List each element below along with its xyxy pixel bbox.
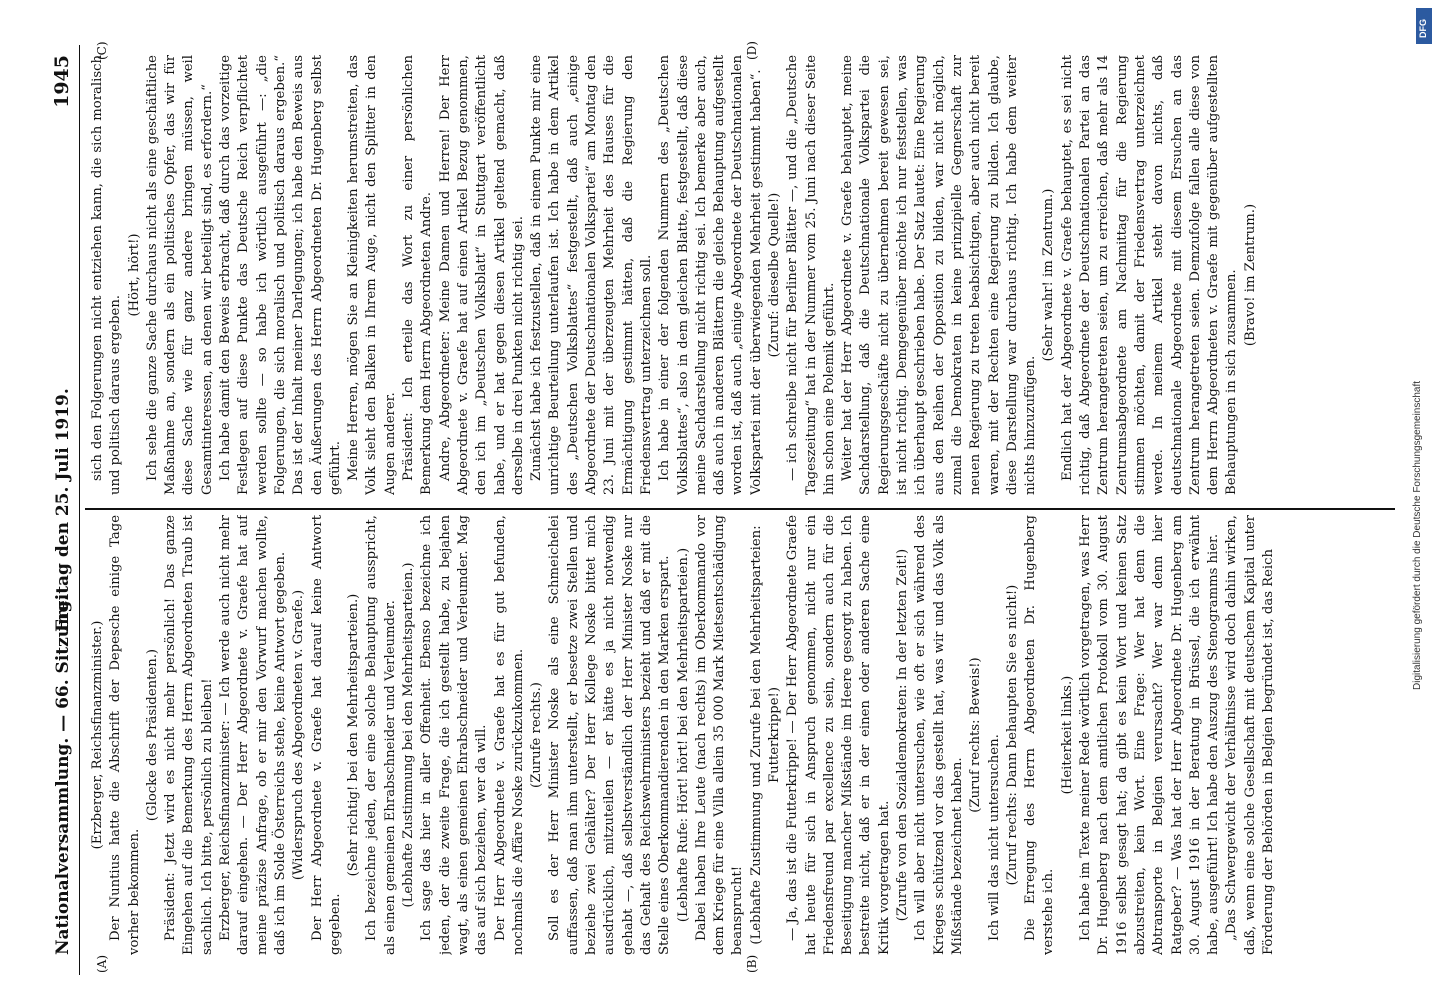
paragraph: (Bravo! im Zentrum.) [1242, 203, 1258, 347]
paragraph: Ich will aber nicht untersuchen, wie oft er sich während des Krieges schützend vor das gestellt hat, was wir und das Volk als Mißstände bezeichnet haben. [913, 515, 965, 955]
paragraph: (Glocke des Präsidenten.) [144, 648, 160, 822]
paragraph: Endlich hat der Abgeordnete v. Graefe behauptet, es sei nicht richtig, daß Abgeordnete der Deutschnationalen Partei an das Zentrum herangetreten seien, um zu erreichen, daß mehr als 14 Zentrumsabgeordnete am Nachmittag für die Regierung stimmen möchten, damit der Friedensvertrag unterzeichnet werde. In meinem Artikel steht davon nichts, daß deutschnationale Abgeordnete mit diesem Ersuchen an das Zentrum herangetreten seien. Demzufolge fallen alle diese von dem Herrn Abgeordneten v. Graefe mit gegenüber aufgestellten Behauptungen in sich zusammen. [1059, 55, 1240, 495]
paragraph: Ich will das nicht untersuchen. [986, 734, 1002, 941]
document-page [45, 41, 1405, 975]
side-credit [1408, 0, 1430, 1000]
text-column-right [89, 55, 1389, 495]
paragraph: Der Herr Abgeordnete v. Graefe hat es für gut befunden, nochmals die Affäre Noske zurückzukommen. [492, 515, 526, 955]
paragraph: — ich schreibe nicht für Berliner Blätter —, und die „Deutsche Tageszeitung“ hat in der Nummer vom 25. Juni nach dieser Seite hin schon eine Polemik geführt. [785, 55, 837, 495]
paragraph: Meine Herren, mögen Sie an Kleinigkeiten herumstreiten, das Volk sieht den Balken in Ihrem Auge, nicht den Splitter in den Augen anderer. [346, 55, 398, 495]
paragraph: Soll es der Herr Minister Noske als eine Schmeichelei auffassen, daß man ihm unterstellt, er besetze zwei Stellen und beziehe zwei Gehälter? Der Herr Kollege Noske bittet mich ausdrücklich, mitzuteilen — er hätte es ja nicht notwendig gehabt —, daß selbstverständlich der Herr Minister Noske nur das Gehalt des Reichswehrministers bezieht und daß er mit die Stelle eines Oberkommandierenden in den Marken erspart. [547, 515, 673, 955]
paragraph: (Hört, hört!) [126, 233, 142, 317]
marker-c: (C) [95, 41, 109, 60]
paragraph: Ich habe damit den Beweis erbracht, daß durch das vorzeitige Festlegen auf diese Punkte das Deutsche Reich verpflichtet werden sollte — so habe ich wörtlich ausgeführt —: „die Folgerungen, die sich moralisch und politisch daraus ergeben.“ Das ist der Inhalt meiner Darlegungen; ich habe den Beweis aus den Äußerungen des Herrn Abgeordneten Dr. Hugenberg selbst geführt. [218, 55, 343, 495]
paragraph: Präsident: Jetzt wird es nicht mehr persönlich! Das ganze Eingehen auf die Bemerkung des Herrn Abgeordneten Traub ist sachlich. Ich bitte, persönlich zu bleiben! [163, 515, 215, 955]
paragraph: Ich sehe die ganze Sache durchaus nicht als eine geschäftliche Maßnahme an, sondern als ein politisches Opfer, das wir für diese Sache wie für ganz andere bringen müssen, weil Gesamtinteressen, an denen wir beteiligt sind, es erfordern.“ [144, 55, 215, 495]
column-divider [85, 509, 1395, 511]
marker-b: (B) [745, 954, 759, 973]
paragraph: (Sehr richtig! bei den Mehrheitsparteien.) [346, 593, 362, 877]
paragraph: (Zurufe rechts.) [529, 682, 545, 788]
paragraph: Ich habe im Texte meiner Rede wörtlich vorgetragen, was Herr Dr. Hugenberg nach dem amtlichen Protokoll vom 30. August 1916 selbst gesagt hat; da gibt es kein Wort und keinen Satz abzustreiten, kein Wort. Eine Frage: Wer hat denn die Abtransporte in Belgien verursacht? Wer war denn hier Ratgeber? — Was hat der Herr Abgeordnete Dr. Hugenberg am 30. August 1916 in der Beratung in Brüssel, die ich erwähnt habe, ausgeführt! Ich habe den Auszug des Stenogramms hier. [1078, 515, 1222, 955]
paragraph: (Zuruf rechts: Dann behaupten Sie es nicht!) [1004, 584, 1020, 886]
digitization-credit: Digitalisierung gefördert durch die Deutsche Forschungsgemeinschaft [1412, 380, 1423, 690]
header-date: Freitag den 25. Juli 1919. [53, 388, 73, 632]
paragraph: Ich sage das hier in aller Offenheit. Ebenso bezeichne ich jeden, der die zweite Frage, die ich gestellt habe, zu bejahen wagt, als einen gemeinen Ehrabschneider und Verleumder. Mag das auf sich beziehen, wer da will. [419, 515, 490, 955]
paragraph: „Das Schwergewicht der Verhältnisse wird doch dahin wirken, daß, wenn eine solche Gesellschaft mit deutschem Kapital unter Förderung der Behörden in Belgien begründet ist, das Reich [1224, 515, 1276, 955]
paragraph: (Erzberger, Reichsfinanzminister.) [90, 620, 105, 850]
paragraph: (Zurufe von den Sozialdemokraten: In der letzten Zeit!) [895, 548, 911, 922]
paragraph: sich den Folgerungen nicht entziehen kann, die sich moralisch und politisch daraus ergeben. [90, 55, 124, 495]
paragraph: Die Erregung des Herrn Abgeordneten Dr. Hugenberg verstehe ich. [1023, 515, 1057, 955]
header-left: Nationalversammlung. — 66. Sitzung. [53, 594, 73, 955]
paragraph: — Ja, das ist die Futterkrippe! — Der Herr Abgeordnete Graefe hat heute für sich in Anspruch genommen, nicht nur ein Friedensfreund par excellence zu sein, sondern auch für die Beseitigung mancher Mißstände im Heere gesorgt zu haben. Ich bestreite nicht, daß er in der einen oder anderen Sache eine Kritik vorgetragen hat. [785, 515, 892, 955]
marker-d: (D) [745, 41, 759, 60]
paragraph: (Lebhafte Zustimmung und Zurufe bei den Mehrheitsparteien: Futterkrippe!) [748, 525, 782, 945]
paragraph: Ich habe in einer der folgenden Nummern des „Deutschen Volksblattes“, also in dem gleichen Blatte, festgestellt, daß diese meine Sachdarstellung nicht richtig sei. Ich bemerke aber auch, daß auch in anderen Blättern die gleiche Behauptung aufgestellt worden ist, daß auch „einige Abgeordnete der Deutschnationalen Volkspartei mit der überwiegenden Mehrheit gestimmt haben“. [657, 55, 764, 495]
paragraph: Der Herr Abgeordnete v. Graefe hat darauf keine Antwort gegeben. [309, 515, 343, 955]
paragraph: Ich bezeichne jeden, der eine solche Behauptung ausspricht, als einen gemeinen Ehrabschneider und Verleumder. [364, 515, 398, 955]
paragraph: (Lebhafte Zustimmung bei den Mehrheitsparteien.) [401, 562, 417, 908]
paragraph: Zunächst habe ich festzustellen, daß in einem Punkte mir eine unrichtige Beurteilung unterlaufen ist. Ich habe in dem Artikel des „Deutschen Volksblattes“ festgestellt, daß auch „einige Abgeordnete der Deutschnationalen Volkspartei“ am Montag den 23. Juni mit der überzeugten Mehrheit des Hauses für die Ermächtigung gestimmt hätten, daß die Regierung den Friedensvertrag unterzeichnen soll. [529, 55, 654, 495]
page-number: 1945 [51, 55, 73, 108]
paragraph: Dabei haben Ihre Leute (nach rechts) im Oberkommando vor dem Kriege für eine Villa allein 35 000 Mark Mietsentschädigung beansprucht! [693, 515, 746, 955]
paragraph: Der Nuntius hatte die Abschrift der Depesche einige Tage vorher bekommen. [108, 515, 142, 955]
paragraph: (Sehr wahr! im Zentrum.) [1041, 188, 1057, 362]
paragraph: (Zuruf: dieselbe Quelle!) [766, 192, 782, 358]
paragraph: Präsident: Ich erteile das Wort zu einer persönlichen Bemerkung dem Herrn Abgeordneten Andre. [401, 55, 435, 495]
paragraph: (Widerspruch des Abgeordneten v. Graefe.) [291, 589, 307, 881]
paragraph: (Lebhafte Rufe: Hört! hört! bei den Mehrheitsparteien.) [675, 547, 691, 923]
paragraph: Andre, Abgeordneter: Meine Damen und Herren! Der Herr Abgeordnete v. Graefe hat auf einen Artikel Bezug genommen, den ich im „Deutschen Volksblatt“ in Stuttgart veröffentlicht habe, und er hat gegen diesen Artikel geltend gemacht, daß derselbe in drei Punkten nicht richtig sei. [437, 55, 526, 495]
dfg-logo: DFG [1416, 8, 1432, 44]
paragraph: Weiter hat der Herr Abgeordnete v. Graefe behauptet, meine Sachdarstellung, daß die Deutschnationale Volkspartei die Regierungsgeschäfte nicht zu übernehmen bereit gewesen sei, ist nicht richtig. Demgegenüber möchte ich nur feststellen, was ich überhaupt geschrieben habe. Der Satz lautet: Eine Regierung aus den Reihen der Opposition zu bilden, war nicht möglich, zumal die Demokraten in keine prinzipielle Gegnerschaft zur neuen Regierung zu treten beabsichtigen, aber auch nicht bereit waren, mit der Rechten eine Regierung zu bilden. Ich glaube, diese Darstellung war durchaus richtig. Ich habe dem weiter nichts hinzuzufügen. [840, 55, 1039, 495]
page-header [45, 45, 80, 975]
text-column-left [89, 515, 1389, 955]
marker-a: (A) [95, 954, 109, 973]
paragraph: (Zuruf rechts: Beweis!) [968, 657, 984, 813]
paragraph: Erzberger, Reichsfinanzminister: — Ich werde auch nicht mehr darauf eingehen. — Der Herr Abgeordnete v. Graefe hat auf meine präzise Anfrage, ob er mir den Vorwurf machen wollte, daß ich im Solde Österreichs stehe, keine Antwort gegeben. [218, 515, 288, 955]
paragraph: (Heiterkeit links.) [1059, 675, 1075, 795]
